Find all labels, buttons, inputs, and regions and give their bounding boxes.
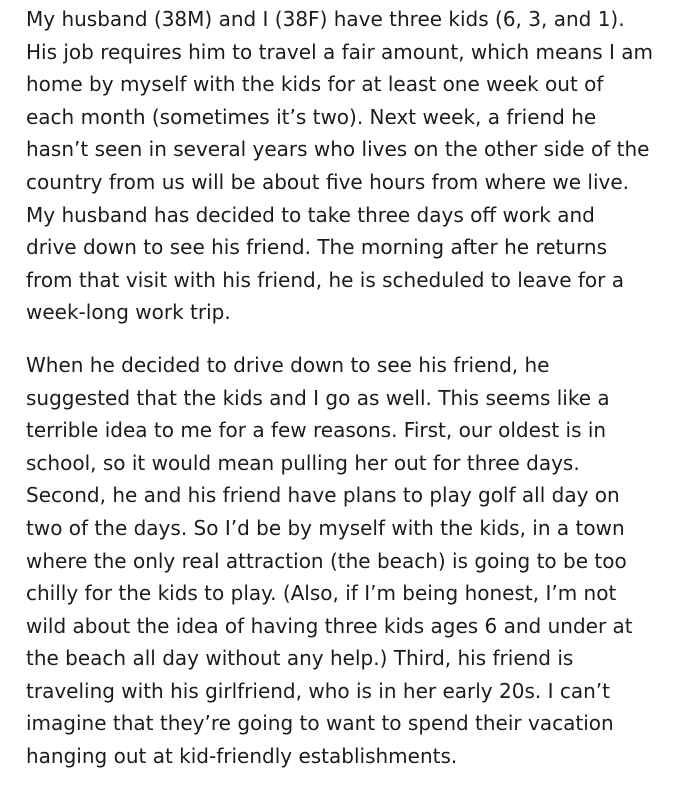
text-line: school, so it would mean pulling her out for three days.	[26, 450, 580, 475]
text-line: where the only real attraction (the beach) is going to be too	[26, 548, 627, 573]
text-line: Second, he and his friend have plans to play golf all day on	[26, 483, 620, 508]
text-line: chilly for the kids to play. (Also, if I’m being honest, I’m not	[26, 581, 617, 606]
text-line: imagine that they’re going to want to spend their vacation	[26, 711, 614, 736]
paragraph-2	[26, 349, 686, 773]
paragraph-1	[26, 3, 686, 329]
text-line: suggested that the kids and I go as well. This seems like a	[26, 385, 610, 410]
text-line: week-long work trip.	[26, 300, 231, 325]
text-line: hanging out at kid-friendly establishments.	[26, 744, 458, 769]
text-line: When he decided to drive down to see his friend, he	[26, 352, 550, 377]
text-line: My husband has decided to take three days off work and	[26, 202, 595, 227]
text-line: the beach all day without any help.) Third, his friend is	[26, 646, 574, 671]
text-line: wild about the idea of having three kids ages 6 and under at	[26, 613, 633, 638]
text-line: His job requires him to travel a fair amount, which means I am	[26, 39, 654, 64]
text-line: home by myself with the kids for at least one week out of	[26, 72, 604, 97]
text-line: each month (sometimes it’s two). Next week, a friend he	[26, 104, 597, 129]
text-line: terrible idea to me for a few reasons. First, our oldest is in	[26, 418, 607, 443]
text-line: drive down to see his friend. The morning after he returns	[26, 235, 608, 260]
text-line: country from us will be about five hours from where we live.	[26, 169, 629, 194]
text-line: traveling with his girlfriend, who is in her early 20s. I can’t	[26, 678, 610, 703]
text-line: two of the days. So I’d be by myself with the kids, in a town	[26, 515, 625, 540]
text-line: hasn’t seen in several years who lives on the other side of the	[26, 137, 650, 162]
text-line: My husband (38M) and I (38F) have three kids (6, 3, and 1).	[26, 7, 625, 31]
text-line: from that visit with his friend, he is scheduled to leave for a	[26, 267, 624, 292]
